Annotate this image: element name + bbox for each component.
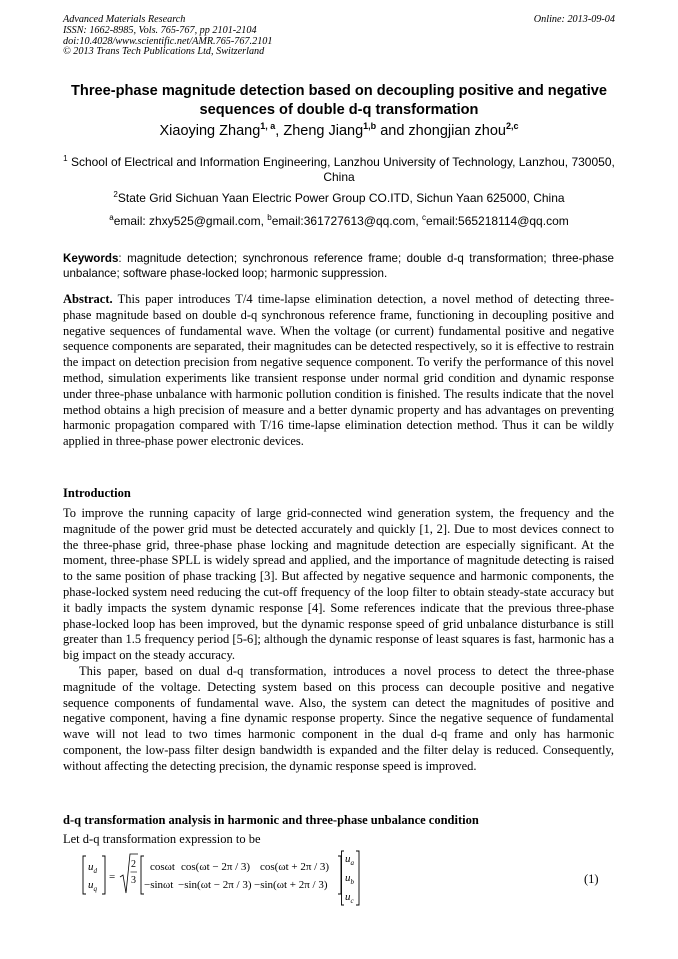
svg-text:ua: [345, 853, 355, 867]
svg-text:uc: [345, 891, 355, 905]
abstract-text: This paper introduces T/4 time-lapse elimination detection, a novel method of detecting three-phase magnitude based on double d-q synchronous reference frame, functioning in decoupling positive and negative sequences of fundamental wave. When the voltage (or current) fundamental positive and negative sequence components are separated, their magnitudes can be detected respectively, so it is effective to restrain the impact on detection precision from negative sequence component. To verify the performance of this novel method, simulation experiments like transient response under normal grid condition and dynamic response under three-phase unbalance with harmonic pollution condition is finished. The results indicate that the novel method obtains a high precision of measure and a better dynamic property and has advantages on preventing harmonic propagation compared with T/16 time-lapse elimination detection method. Thus it can be wildly applied in three-phase power electronic devices.: [63, 292, 614, 449]
author-name: Xiaoying Zhang: [159, 123, 261, 139]
eq-subscript: q: [93, 885, 97, 893]
email-line: [62, 214, 616, 229]
eq-frac-den: 3: [131, 875, 136, 886]
email-text: email:361727613@qq.com,: [271, 214, 423, 228]
matrix-cell: cosωt: [150, 861, 175, 873]
doi-line: doi:10.4028/www.scientific.net/AMR.765-767.2101: [63, 35, 273, 47]
eq-symbol: u: [345, 891, 351, 903]
eq-symbol: u: [88, 861, 94, 873]
author-list: [40, 121, 638, 141]
author-separator: and: [376, 123, 409, 139]
paper-title: Three-phase magnitude detection based on decoupling positive and negative sequences of double d-q transformation: [71, 83, 607, 118]
eq-subscript: d: [93, 867, 97, 875]
affiliation-text: School of Electrical and Information Engineering, Lanzhou University of Technology, Lanzhou, 730050, China: [70, 155, 615, 184]
eq-subscript: c: [350, 897, 354, 905]
matrix-cell: −sin(ωt + 2π / 3): [254, 879, 328, 891]
svg-text:ub: [345, 872, 355, 886]
eq-symbol: u: [345, 853, 351, 865]
abstract-label: Abstract.: [63, 292, 113, 306]
matrix-cell: cos(ωt − 2π / 3): [181, 861, 251, 873]
eq-frac-num: 2: [131, 859, 136, 870]
equation-1: [78, 850, 558, 908]
paragraph: This paper, based on dual d-q transformation, introduces a novel process to detect the three-phase magnitude of the voltage. Detecting system based on this process can decouple positive and negative sequence components of fundamental wave. Also, the system can detect the magnitudes of positive and negative component, having a fine dynamic response property. Since the negative sequence of fundamental wave will not lead to two times harmonic component in the dual d-q frame and only has harmonic component, the low-pass filter design bandwidth is expanded and the filter delay is reduced. Consequently, without affecting the detecting precision, the dynamic response speed is improved.: [63, 663, 614, 773]
affiliation-1: [62, 155, 616, 185]
section-heading: d-q transformation analysis in harmonic and three-phase unbalance condition: [63, 813, 479, 827]
svg-text:ud: [88, 861, 98, 875]
journal-name: Advanced Materials Research: [63, 14, 186, 25]
equation-lead: Let d-q transformation expression to be: [63, 832, 261, 846]
keywords-text: : magnitude detection; synchronous reference frame; double d-q transformation; three-phase unbalance; software phase-locked loop; harmonic suppression.: [63, 252, 614, 281]
matrix-cell: cos(ωt + 2π / 3): [260, 861, 330, 873]
svg-text:uq: [88, 879, 98, 893]
email-text: email: zhxy525@gmail.com,: [113, 214, 268, 228]
eq-symbol: u: [345, 872, 351, 884]
equation-number: (1): [584, 872, 599, 886]
introduction-heading: Introduction: [63, 486, 131, 500]
author-name: zhongjian zhou: [408, 123, 506, 139]
affiliation-text: State Grid Sichuan Yaan Electric Power Group CO.ITD, Sichun Yaan 625000, China: [117, 191, 565, 205]
eq-subscript: b: [350, 878, 354, 886]
author-mark: 1,b: [363, 121, 377, 131]
email-text: email:565218114@qq.com: [426, 214, 569, 228]
author-separator: ,: [275, 123, 284, 139]
author-name: Zheng Jiang: [283, 123, 364, 139]
email-mark: c: [422, 213, 427, 222]
introduction-body: [63, 506, 614, 775]
abstract: [63, 292, 614, 450]
paragraph: To improve the running capacity of large grid-connected wind generation system, the frequency and the magnitude of the power grid must be detected accurately and quickly [1, 2]. Due to most devices connect to the three-phase grid, three-phase phase locking and magnitude detection are especially significant. At the moment, three-phase SPLL is widely spread and applied, and the importance of magnitude detecting is raised to the same position of phase tracking [3]. But affected by negative sequence and harmonic components, the phase-locked system need reducing the cut-off frequency of the loop filter to obtain steady-state accuracy but it badly impacts the system dynamic response [4]. Some references indicate that the previous three-phase phase-locked loop has been improved, but the dynamic response speed of grid unbalance disturbance is still greater than 1.5 frequency period [5-6]; although the dynamic response of least squares is fast, harmonic has a big impact on the steady accuracy.: [63, 506, 614, 663]
affiliation-mark: 1: [63, 154, 68, 163]
author-mark: 1, a: [260, 121, 276, 131]
issn-line: ISSN: 1662-8985, Vols. 765-767, pp 2101-2104: [63, 24, 257, 36]
copyright-line: © 2013 Trans Tech Publications Ltd, Switzerland: [63, 46, 265, 58]
keywords: [63, 251, 614, 282]
journal-header: [63, 15, 272, 58]
matrix-cell: −sin(ωt − 2π / 3): [178, 879, 252, 891]
eq-subscript: a: [350, 859, 354, 867]
author-mark: 2,c: [505, 121, 519, 131]
affiliation-mark: 2: [113, 190, 118, 199]
svg-text:=: =: [109, 871, 116, 883]
online-date: Online: 2013-09-04: [533, 14, 615, 25]
eq-symbol: u: [88, 879, 94, 891]
affiliation-2: [62, 191, 616, 206]
email-mark: a: [109, 213, 114, 222]
matrix-cell: −sinωt: [144, 879, 174, 891]
keywords-label: Keywords: [63, 252, 119, 265]
email-mark: b: [267, 213, 272, 222]
